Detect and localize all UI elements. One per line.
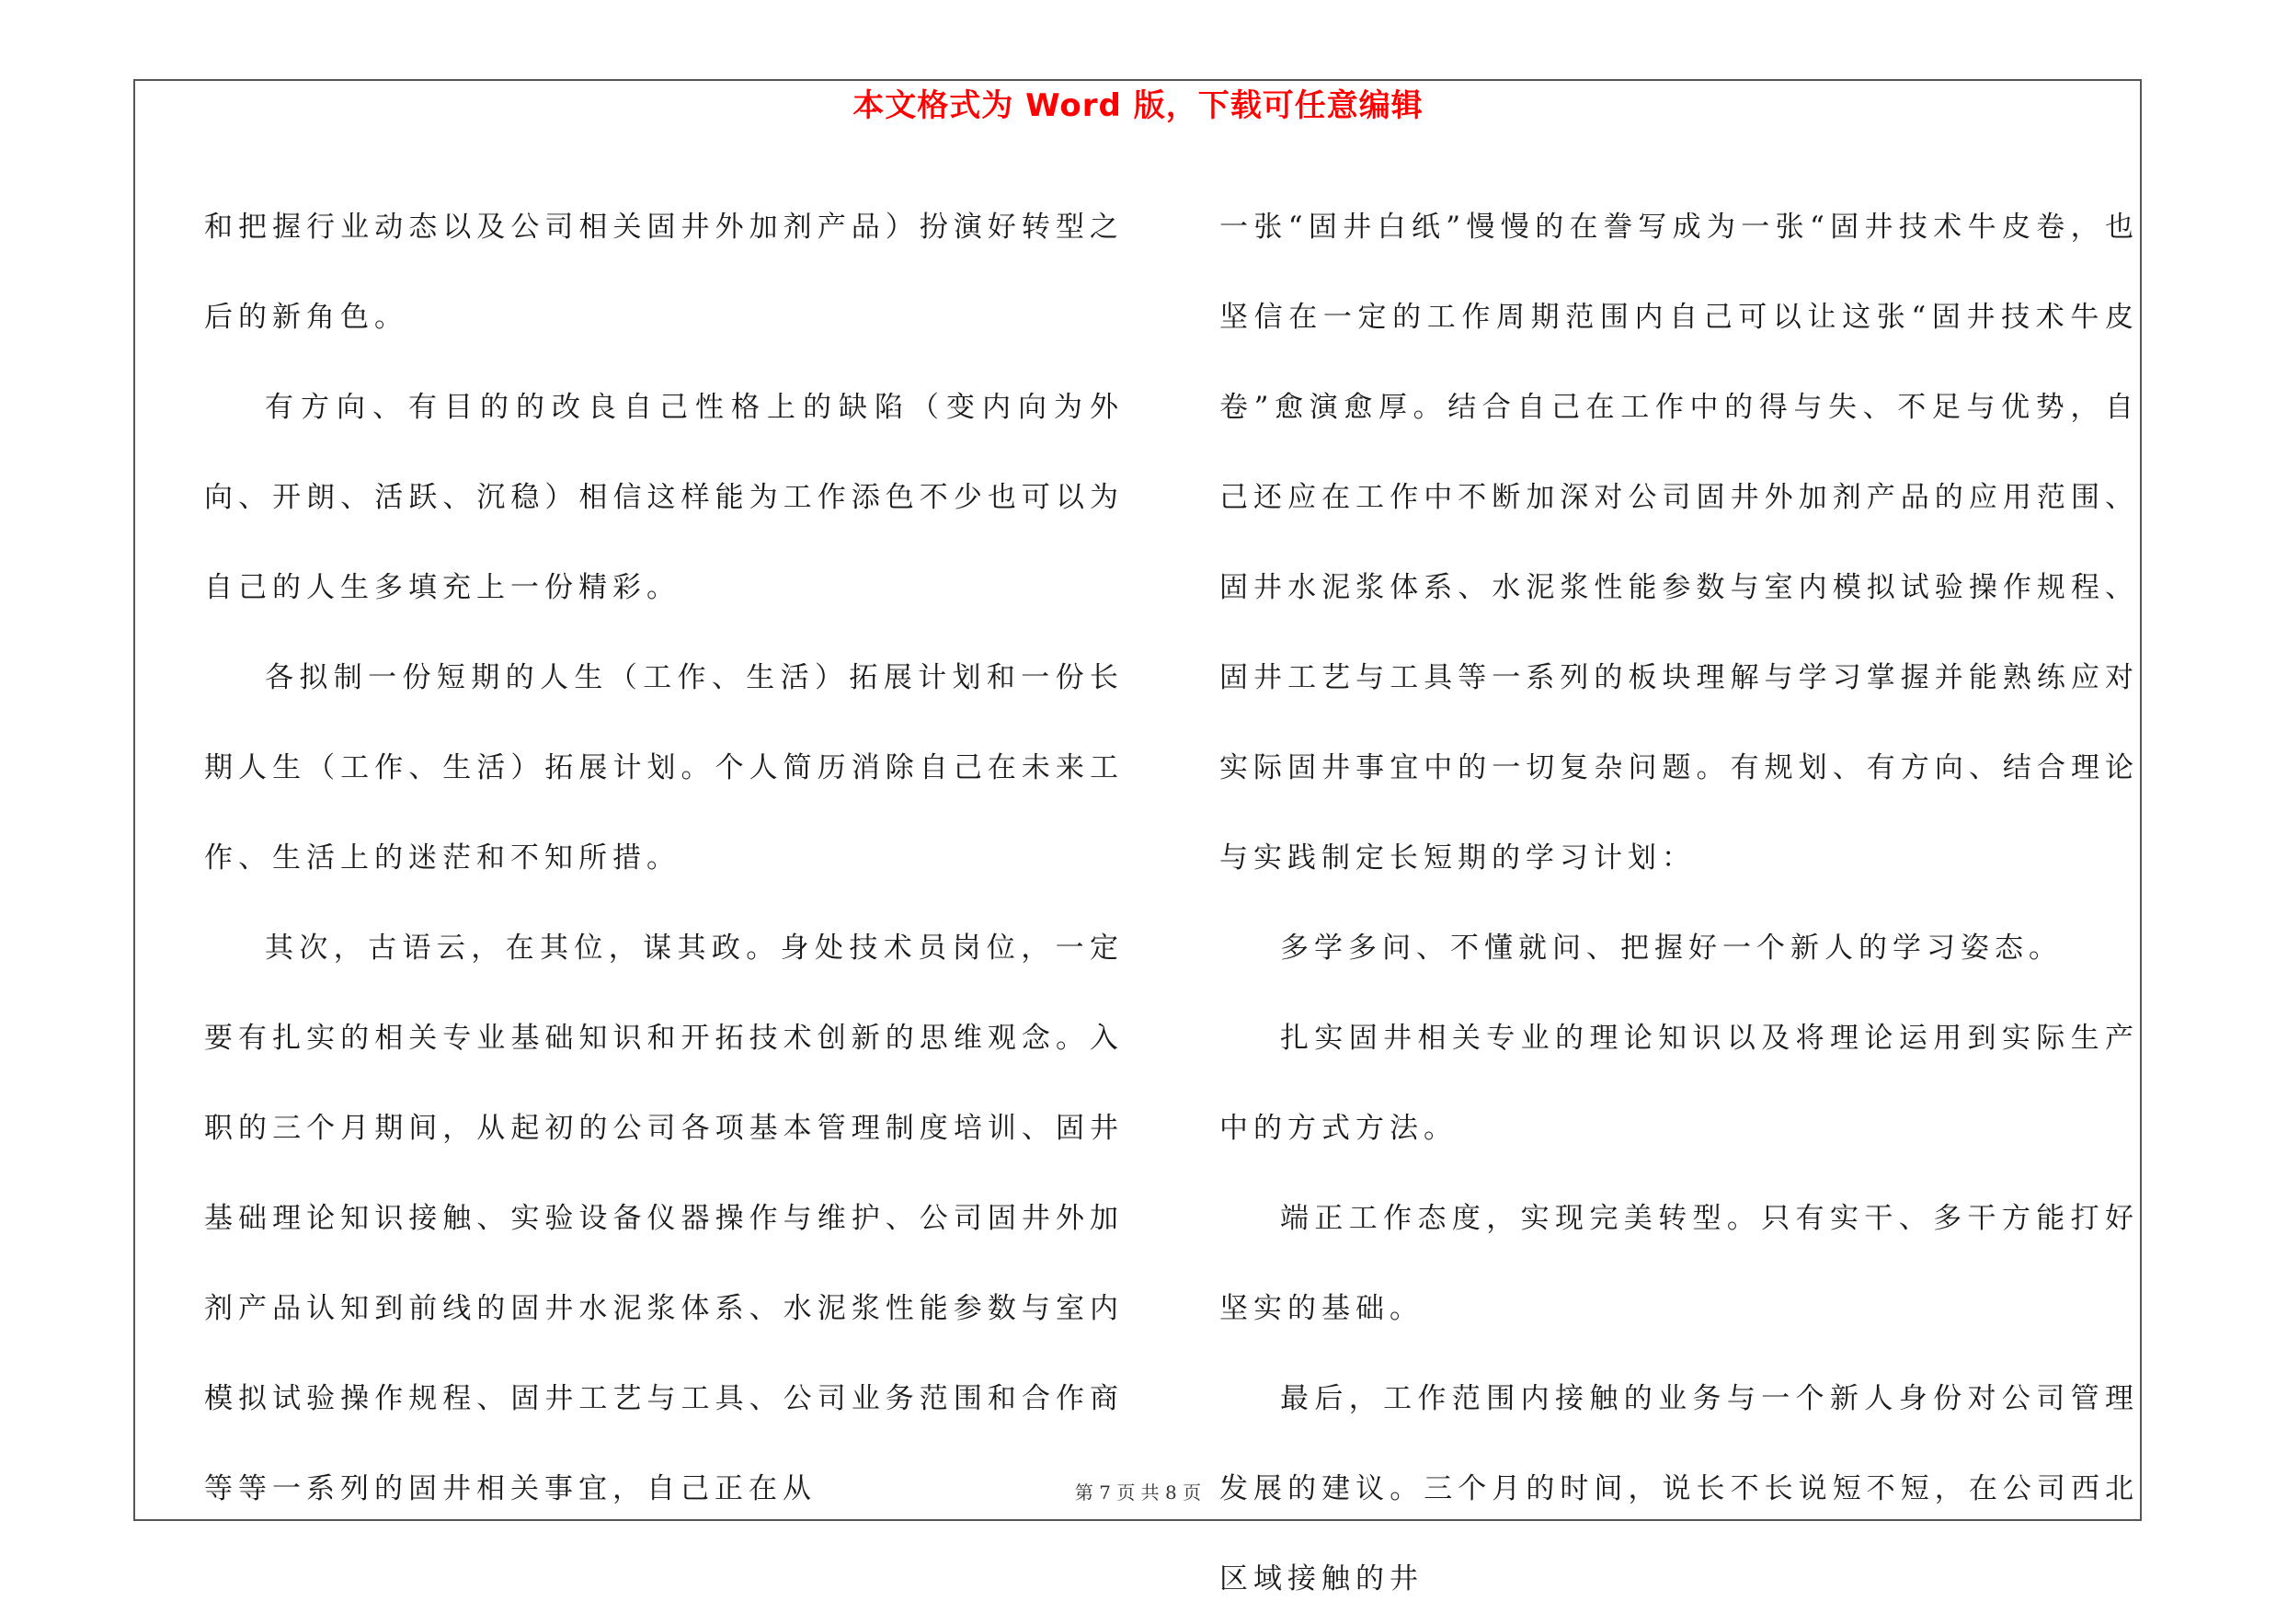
paragraph: 各拟制一份短期的人生（工作、生活）拓展计划和一份长期人生（工作、生活）拓展计划。个人简历消除自己在未来工作、生活上的迷茫和不知所措。 [204, 661, 1124, 875]
paragraph: 其次，古语云，在其位，谋其政。身处技术员岗位，一定要有扎实的相关专业基础知识和开拓技术创新的思维观念。入职的三个月期间，从起初的公司各项基本管理制度培训、固井基础理论知识接触、实验设备仪器操作与维护、公司固井外加剂产品认知到前线的固井水泥浆体系、水泥浆性能参数与室内模拟试验操作规程、固井工艺与工具、公司业务范围和合作商等等一系列的固井相关事宜，自己正在从 [204, 932, 1124, 1505]
format-banner: 本文格式为 Word 版，下载可任意编辑 [852, 87, 1424, 124]
paragraph: 扎实固井相关专业的理论知识以及将理论运用到实际生产中的方式方法。 [1219, 1022, 2139, 1145]
page-number: 第 7 页 共 8 页 [1074, 1481, 1202, 1504]
paragraph: 多学多问、不懂就问、把握好一个新人的学习姿态。 [1280, 932, 2063, 965]
paragraph-continuation: 和把握行业动态以及公司相关固井外加剂产品）扮演好转型之后的新角色。 [204, 211, 1124, 334]
paragraph: 端正工作态度，实现完美转型。只有实干、多干方能打好坚实的基础。 [1219, 1202, 2139, 1325]
paragraph: 有方向、有目的的改良自己性格上的缺陷（变内向为外向、开朗、活跃、沉稳）相信这样能为工作添色不少也可以为自己的人生多填充上一份精彩。 [204, 391, 1124, 604]
paragraph-continuation: 一张“固井白纸”慢慢的在誊写成为一张“固井技术牛皮卷，也坚信在一定的工作周期范围内自己可以让这张“固井技术牛皮卷”愈演愈厚。结合自己在工作中的得与失、不足与优势，自己还应在工作中不断加深对公司固井外加剂产品的应用范围、固井水泥浆体系、水泥浆性能参数与室内模拟试验操作规程、固井工艺与工具等一系列的板块理解与学习掌握并能熟练应对实际固井事宜中的一切复杂问题。有规划、有方向、结合理论与实践制定长短期的学习计划： [1219, 211, 2139, 875]
paragraph: 最后，工作范围内接触的业务与一个新人身份对公司管理发展的建议。三个月的时间，说长不长说短不短，在公司西北区域接触的井 [1219, 1382, 2139, 1595]
right-column [1219, 182, 2139, 1624]
left-column [204, 182, 1124, 1534]
